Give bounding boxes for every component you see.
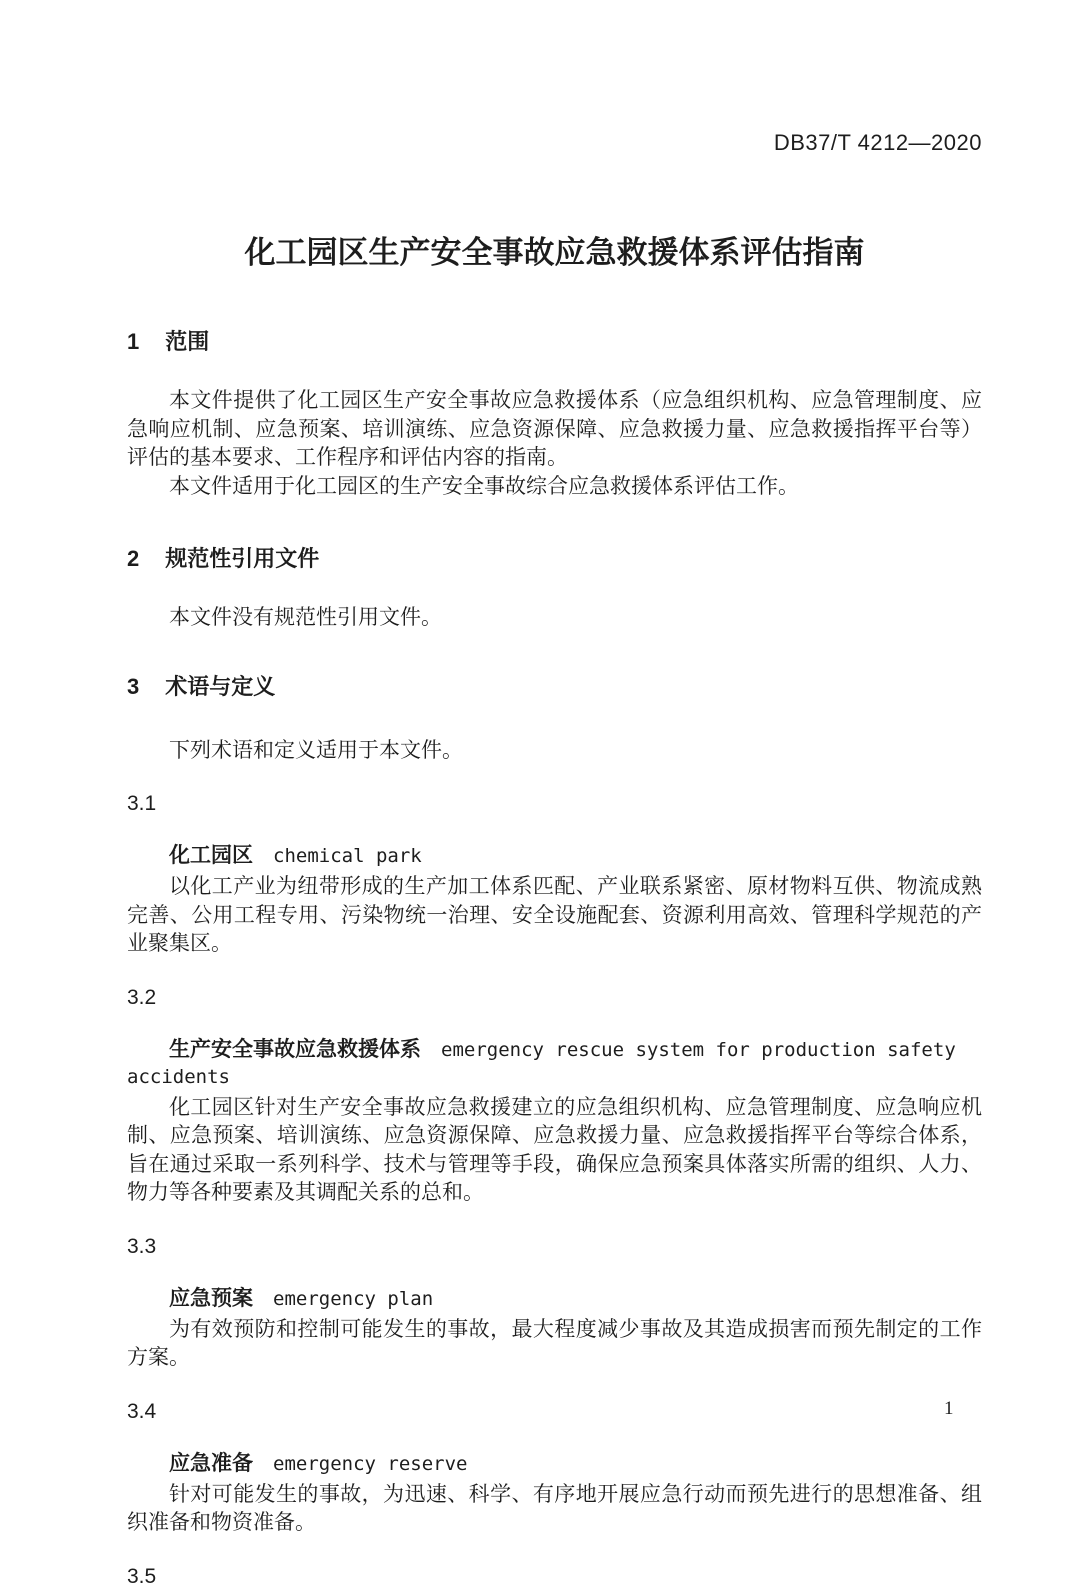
term-name [127,1450,982,1477]
section-title: 规范性引用文件 [165,546,320,571]
term-name-en: emergency plan [273,1287,434,1310]
section-heading-normative-references [127,546,982,572]
term-name-zh: 应急预案 [169,1286,253,1310]
term-definition: 为有效预防和控制可能发生的事故，最大程度减少事故及其造成损害而预先制定的工作方案。 [127,1316,982,1369]
page-number: 1 [944,1398,954,1419]
section-heading-scope [127,329,982,355]
term-name [127,1036,982,1090]
term-name [127,1285,982,1312]
term-definition: 针对可能发生的事故，为迅速、科学、有序地开展应急行动而预先进行的思想准备、组织准备和物资准备。 [127,1481,982,1534]
term-number: 3.4 [127,1399,157,1423]
terms-intro [127,736,982,765]
term-name-en: emergency reserve [273,1452,468,1475]
term-number: 3.5 [127,1564,157,1588]
term-name-en: emergency rescue system for production safety accidents [127,1038,956,1088]
term-item [127,986,982,1207]
term-item [127,1235,982,1372]
term-definition: 化工园区针对生产安全事故应急救援建立的应急组织机构、应急管理制度、应急响应机制、应急预案、培训演练、应急资源保障、应急救援力量、应急救援指挥平台等综合体系，旨在通过采取一系列科学、技术与管理等手段，确保应急预案具体落实所需的组织、人力、物力等各种要素及其调配关系的总和。 [127,1094,982,1204]
section-body-normative-references [127,603,982,632]
paragraph: 本文件提供了化工园区生产安全事故应急救援体系（应急组织机构、应急管理制度、应急响应机制、应急预案、培训演练、应急资源保障、应急救援力量、应急救援指挥平台等）评估的基本要求、工作程序和评估内容的指南。 [127,388,982,469]
section-title: 术语与定义 [165,673,276,699]
term-name-zh: 生产安全事故应急救援体系 [169,1037,421,1061]
term-number: 3.3 [127,1234,157,1258]
term-name-zh: 应急准备 [169,1451,253,1475]
term-number: 3.1 [127,792,157,815]
document-title: 化工园区生产安全事故应急救援体系评估指南 [244,235,865,270]
term-definition: 以化工产业为纽带形成的生产加工体系匹配、产业联系紧密、原材物料互供、物流成熟完善、公用工程专用、污染物统一治理、安全设施配套、资源利用高效、管理科学规范的产业聚集区。 [127,874,982,955]
paragraph: 下列术语和定义适用于本文件。 [169,737,463,762]
doc-number: DB37/T 4212—2020 [773,130,982,155]
term-item [127,1400,982,1537]
term-item [127,1565,982,1589]
term-name-zh: 化工园区 [169,844,253,867]
term-name-en: chemical park [273,845,422,867]
section-heading-terms [127,674,982,700]
paragraph: 本文件没有规范性引用文件。 [169,605,442,629]
term-number: 3.2 [127,985,157,1009]
section-title: 范围 [165,329,210,354]
paragraph: 本文件适用于化工园区的生产安全事故综合应急救援体系评估工作。 [169,473,799,498]
term-item [127,792,982,958]
section-body-scope [127,386,982,500]
term-name [127,842,982,869]
section-number: 2 [127,546,140,571]
section-number: 1 [127,329,140,354]
section-number: 3 [127,673,140,699]
